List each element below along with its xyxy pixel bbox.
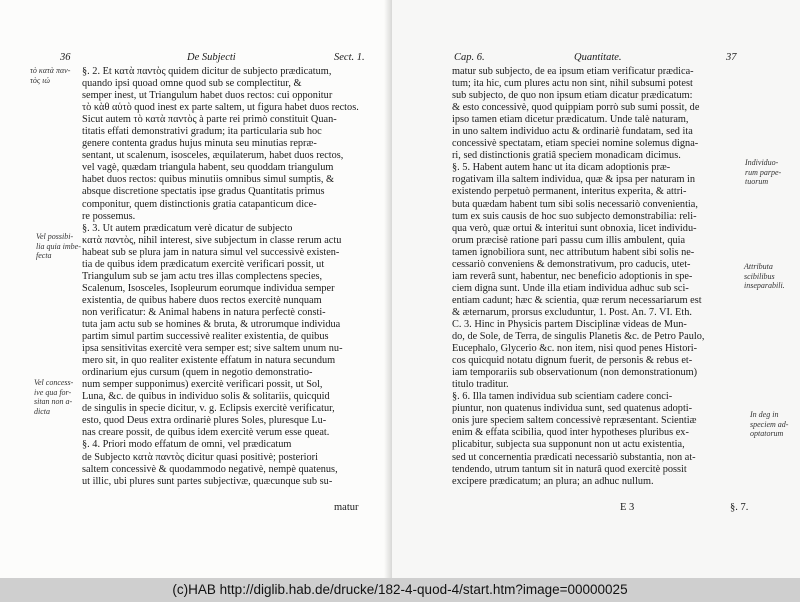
text-line: sed ut concernentia prædicati necessariò substantia, non at- (452, 451, 696, 463)
text-line: existentia, de quibus habere duos rectos exercitè nunquam (82, 294, 322, 306)
text-line: buta quædam habent tum sibi solis necessariò convenientia, (452, 198, 698, 210)
margin-note-line: speciem ad- (750, 419, 789, 429)
text-line: sub subjecto, de quo non ipsum etiam dicatur prædicatum: (452, 90, 693, 102)
text-line: tamen ignobiliora sunt, nec attributum habent sibi solis ne- (452, 246, 695, 258)
text-line: semper inest, ut Triangulum habet duos rectos: cui opponitur (82, 90, 333, 102)
text-line: genere contenta gradus hujus minuta seu minutias repræ- (82, 138, 317, 150)
text-line: mero sit, in quo realiter existente effatum in natura secundum (82, 355, 336, 367)
text-line: do, de Sole, de Terra, de singulis Planetis &c. de Petro Paulo, (452, 331, 705, 343)
margin-note-line: optatorum (750, 429, 784, 438)
text-line: cos quicquid notatu dignum fuerit, de personis & rebus et- (452, 355, 693, 367)
text-line: §. 4. Priori modo effatum de omni, vel prædicatum (82, 439, 292, 451)
margin-note-line: Vel concess- (34, 378, 74, 387)
text-line: tia de quibus idem prædicatum exercitè verificari possit, ut (82, 258, 325, 270)
margin-note-line: scibilibus (744, 271, 775, 281)
text-line: tuta jam actu sub se homines & bruta, & utrorumque individua (82, 318, 341, 330)
text-line: concessivè spectatam, etiam speciei nomine solemus digna- (452, 138, 699, 150)
right-body-text (452, 66, 742, 488)
margin-note-line: Attributa (744, 262, 773, 271)
left-margin-note (36, 232, 81, 261)
text-line: iam reverâ sunt, habentur, nec beneficio adoptionis in spe- (452, 270, 693, 282)
margin-note-line: τὸς ιώ (30, 75, 50, 85)
text-line: re possemus. (82, 210, 136, 222)
text-line: Eucephalo, Glycerio &c. non item, nisi quod penes Histori- (452, 343, 698, 355)
text-line: τὸ κὰθ αὑτὸ quod inest ex parte saltem, ut figura habet duos rectos. (82, 102, 359, 114)
text-line: titatis effati demonstrativi gradum; ita particularia sub hoc (82, 126, 322, 138)
text-line: §. 6. Illa tamen individua sub scientiam cadere conci- (452, 391, 673, 403)
margin-note-line: Individuo- (745, 158, 779, 167)
text-line: num semper supponimus) exercitè verificari possit, ut Sol, (82, 379, 323, 391)
text-line: Scalenum, Isosceles, Isopleurum eorumque individua semper (82, 282, 335, 294)
text-line: vel vagè, quædam triangula habent, seu quoddam triangulum (82, 162, 334, 174)
margin-note-line: rum parpe- (745, 167, 782, 177)
text-line: non verificatur: & Animal habens in natura perfectè consti- (82, 306, 326, 318)
text-line: matur sub subjecto, de ea ipsum etiam verificatur prædica- (452, 66, 694, 77)
text-line: de singulis in specie dicitur, v. g. Eclipsis exercitè verificatur, (82, 403, 335, 415)
left-page (0, 0, 392, 578)
left-catchword: matur (334, 502, 359, 513)
margin-note-line: dicta (34, 406, 50, 416)
text-line: habeat sub se plura jam in natura simul vel successivè existen- (82, 246, 340, 258)
text-line: excipere prædicatum; an plura; an adhuc nullum. (452, 475, 654, 487)
text-line: onis jure speciem saltem concessivè repræsentant. Scientiæ (452, 415, 697, 427)
text-line: sentant, ut scalenum, isosceles, æquilaterum, habet duos rectos, (82, 150, 344, 162)
margin-note-line: In deg in (750, 410, 779, 419)
right-margin-note (745, 158, 781, 187)
text-line: plicabitur, subjecta sua supponunt non ut actu existentia, (452, 439, 685, 451)
text-line: ut illic, ubi plures sunt partes subjectivæ, quæcunque sub su- (82, 475, 333, 487)
left-body-text (82, 66, 376, 488)
text-line: cessariò conveniens & demonstrativum, pro caducis, utet- (452, 258, 691, 270)
text-line: esto, quod Deus extra ordinariè plures Soles, pluresque Lu- (82, 415, 327, 427)
text-line: ordinarium ejus cursum (quem in negotio demonstratio- (82, 367, 313, 379)
margin-note-line: lia quia imbe- (36, 241, 81, 251)
right-catchword: §. 7. (730, 502, 749, 513)
text-line: nas creare possit, de quibus idem exercitè verum esse queat. (82, 427, 330, 439)
text-line: & æternarum, prorsus excluduntur, 1. Post. An. 7. VI. Eth. (452, 306, 692, 318)
text-line: tum; ita hic, cum plures actu non sint, nihil subsumi potest (452, 78, 693, 90)
left-margin-note (34, 378, 73, 416)
text-line: enim & effata scibilia, quod inter hypotheses pluribus ex- (452, 427, 689, 439)
text-line: ciem digna sunt. Unde illa etiam individua adhuc sub sci- (452, 282, 689, 294)
text-line: rogativam illa saltem individua, quæ & ipsa per naturam in (452, 174, 696, 186)
text-line: qua verò, quæ ortui & interitui sunt obnoxia, licet individu- (452, 222, 697, 234)
text-line: §. 3. Ut autem prædicatum verè dicatur de subjecto (82, 222, 293, 234)
margin-note-line: ive qua for- (34, 387, 72, 397)
text-line: componitur, quem distinctionis gratia catapanticum dice- (82, 198, 317, 210)
margin-note-line: tuorum (745, 177, 769, 186)
text-line: orum præcisè ratione pari passu cum illis ambulent, quia (452, 234, 686, 246)
right-margin-note (744, 262, 785, 291)
right-margin-note (750, 410, 788, 439)
right-page-number: 37 (726, 52, 737, 63)
text-line: κατὰ παντὸς, nihil interest, sive subjectum in classe rerum actu (82, 234, 342, 246)
margin-note-line: fecta (36, 251, 52, 260)
text-line: ri, sed distinctionis gratiâ speciem monadicam dicimus. (452, 150, 681, 162)
text-line: saltem concessivè & quodammodo negativè, nempè quatenus, (82, 463, 338, 475)
attribution-footer: (c)HAB http://diglib.hab.de/drucke/182-4-quod-4/start.htm?image=00000025 (0, 578, 800, 602)
text-line: Luna, &c. de quibus in individuo solis & solitariis, quicquid (82, 391, 330, 403)
text-line: entiam cadunt; hæc & scientia, quæ rerum necessariarum est (452, 294, 702, 306)
text-line: iam temporariis sub observationum (non demonstrationum) (452, 367, 698, 379)
text-line: existendo perpetuò permanent, interitus experita, & attri- (452, 186, 687, 198)
right-page (392, 0, 800, 578)
margin-note-line: Vel possibi- (36, 232, 74, 241)
margin-note-line: inseparabili. (744, 281, 785, 290)
text-line: piuntur, non quatenus individua sunt, sed quatenus adopti- (452, 403, 693, 415)
text-line: ipso tamen etiam dicetur prædicatum. Unde talè naturam, (452, 114, 689, 126)
text-line: C. 3. Hinc in Physicis partem Disciplinæ videas de Mun- (452, 318, 687, 330)
text-line: de Subjecto κατὰ παντὸς dicitur quasi positivè; posteriori (82, 451, 318, 463)
margin-note-line: sitan non a- (34, 397, 73, 406)
text-line: ipsa sensitivitas exercitè vera semper est; sive saltem unum nu- (82, 343, 343, 355)
right-running-title-left: Cap. 6. (454, 52, 485, 63)
left-page-number: 36 (60, 52, 71, 63)
left-section-label: Sect. 1. (334, 52, 365, 63)
text-line: in uno saltem individuo actu & ordinariè fundatam, sed ita (452, 126, 693, 138)
text-line: & esto concessivè, quod quippiam porrò sub sumi possit, de (452, 102, 700, 114)
text-line: §. 2. Et κατὰ παντὸς quidem dicitur de subjecto prædicatum, (82, 66, 332, 77)
text-line: tendendo, utrum tantum sit in naturâ quod exercitè possit (452, 463, 687, 475)
margin-note-line: τὸ κατὰ παν- (30, 66, 71, 75)
text-line: Triangulum sub se jam actu tres illas complectens species, (82, 270, 323, 282)
text-line: Sicut autem τὸ κατὰ παντὸς à parte rei primò constituit Quan- (82, 114, 337, 126)
text-line: tum ex suis causis de hoc suo subjecto demonstrabilia: reli- (452, 210, 697, 222)
text-line: habet duos rectos: quibus minutiis omnibus simul sumptis, & (82, 174, 334, 186)
text-line: partim simul partim successivè realiter existentia, de quibus (82, 331, 329, 343)
left-running-title: De Subjecti (187, 52, 236, 63)
right-signature: E 3 (620, 502, 635, 513)
right-running-title-center: Quantitate. (574, 52, 622, 63)
text-line: §. 5. Habent autem hanc ut ita dicam adoptionis præ- (452, 162, 671, 174)
left-margin-note (30, 66, 70, 85)
text-line: absque discretione spectatis ipse gradus Quantitatis primus (82, 186, 325, 198)
text-line: titulo traditur. (452, 379, 509, 391)
text-line: quando ipsi quoad omne quod sub se complectitur, & (82, 78, 302, 90)
